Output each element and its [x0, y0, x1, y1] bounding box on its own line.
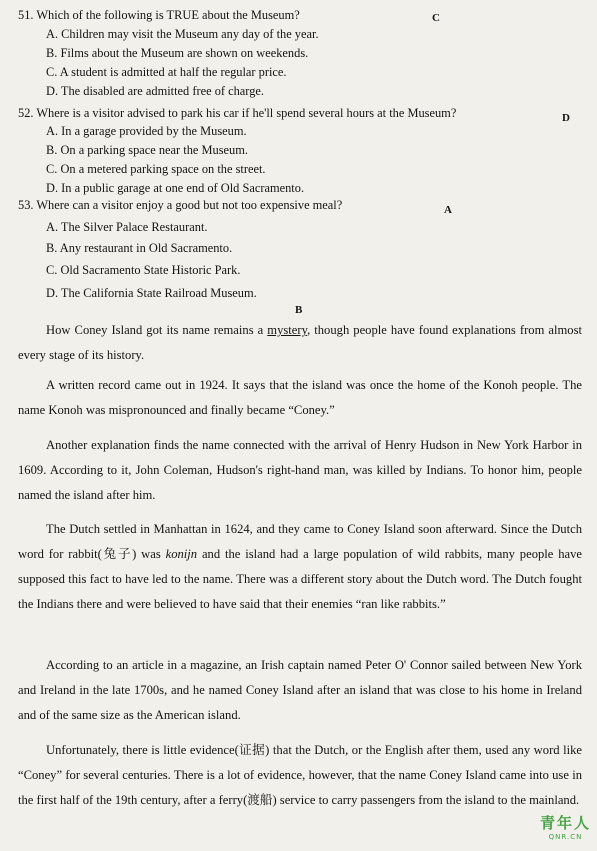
question-51-option-c: C. A student is admitted at half the regular price.: [46, 65, 287, 79]
answer-mark-51: C: [432, 12, 440, 24]
passage-paragraph-3: Another explanation finds the name connected with the arrival of Henry Hudson in New York Harbor in 1609. According to it, John Coleman, Hudson's right-hand man, was killed by Indians. To honor him, people named the island after him.: [18, 438, 582, 502]
watermark-logo: [540, 812, 591, 841]
question-51-option-d: D. The disabled are admitted free of charge.: [46, 84, 265, 98]
question-52-option-c: C. On a metered parking space on the street.: [46, 162, 266, 176]
question-51-stem: 51. Which of the following is TRUE about the Museum?: [18, 8, 300, 22]
watermark-name: 青年人: [539, 814, 591, 832]
question-52-option-b: B. On a parking space near the Museum.: [46, 143, 248, 157]
italic-word-konijn: konijn: [165, 547, 198, 561]
passage-paragraph-6: Unfortunately, there is little evidence(证据) that the Dutch, or the English after them, used any word like “Coney” for several centuries. There is a lot of evidence, however, that the name Coney Island came into use in the first half of the 19th century, after a ferry(渡船) service to carry passengers from the island to the mainland.: [18, 743, 582, 807]
question-52-option-a: A. In a garage provided by the Museum.: [46, 124, 247, 138]
underlined-word-mystery: mystery: [267, 323, 308, 337]
bleed-through-text: [330, 8, 597, 308]
question-53-option-a: A. The Silver Palace Restaurant.: [46, 220, 208, 234]
question-51-option-b: B. Films about the Museum are shown on weekends.: [46, 46, 309, 60]
question-52-option-d: D. In a public garage at one end of Old Sacramento.: [46, 181, 305, 195]
passage-paragraph-2: A written record came out in 1924. It says that the island was once the home of the Konoh people. The name Konoh was mispronounced and finally became “Coney.”: [18, 378, 582, 417]
passage-answer-mark: B: [295, 304, 303, 316]
question-51-option-a: A. Children may visit the Museum any day of the year.: [46, 27, 319, 41]
passage-paragraph-5: According to an article in a magazine, an Irish captain named Peter O' Connor sailed between New York and Ireland in the late 1700s, and he named Coney Island after an island that was close to his home in Ireland and of the same size as the American island.: [18, 658, 582, 722]
answer-mark-52: D: [562, 112, 570, 124]
question-53-stem: 53. Where can a visitor enjoy a good but not too expensive meal?: [18, 198, 343, 212]
watermark-url: QNR.CN: [548, 833, 583, 841]
question-53-option-b: B. Any restaurant in Old Sacramento.: [46, 241, 233, 255]
passage-paragraph-4: The Dutch settled in Manhattan in 1624, and they came to Coney Island soon afterward. Since the Dutch word for rabbit(兔子) was konijn and the island had a large population of wild rabbits, many people have supposed this fact to have led to the name. There was a different story about the Dutch word. The Dutch fought the Indians there and were believed to have said that their enemies “ran like rabbits.”: [18, 522, 582, 611]
passage-paragraph-1: How Coney Island got its name remains a mystery, though people have found explanations from almost every stage of its history.: [18, 323, 582, 362]
question-53-option-c: C. Old Sacramento State Historic Park.: [46, 263, 241, 277]
answer-mark-53: A: [444, 204, 452, 216]
question-52-stem: 52. Where is a visitor advised to park his car if he'll spend several hours at the Museum?: [18, 106, 457, 120]
question-53-option-d: D. The California State Railroad Museum.: [46, 286, 257, 300]
